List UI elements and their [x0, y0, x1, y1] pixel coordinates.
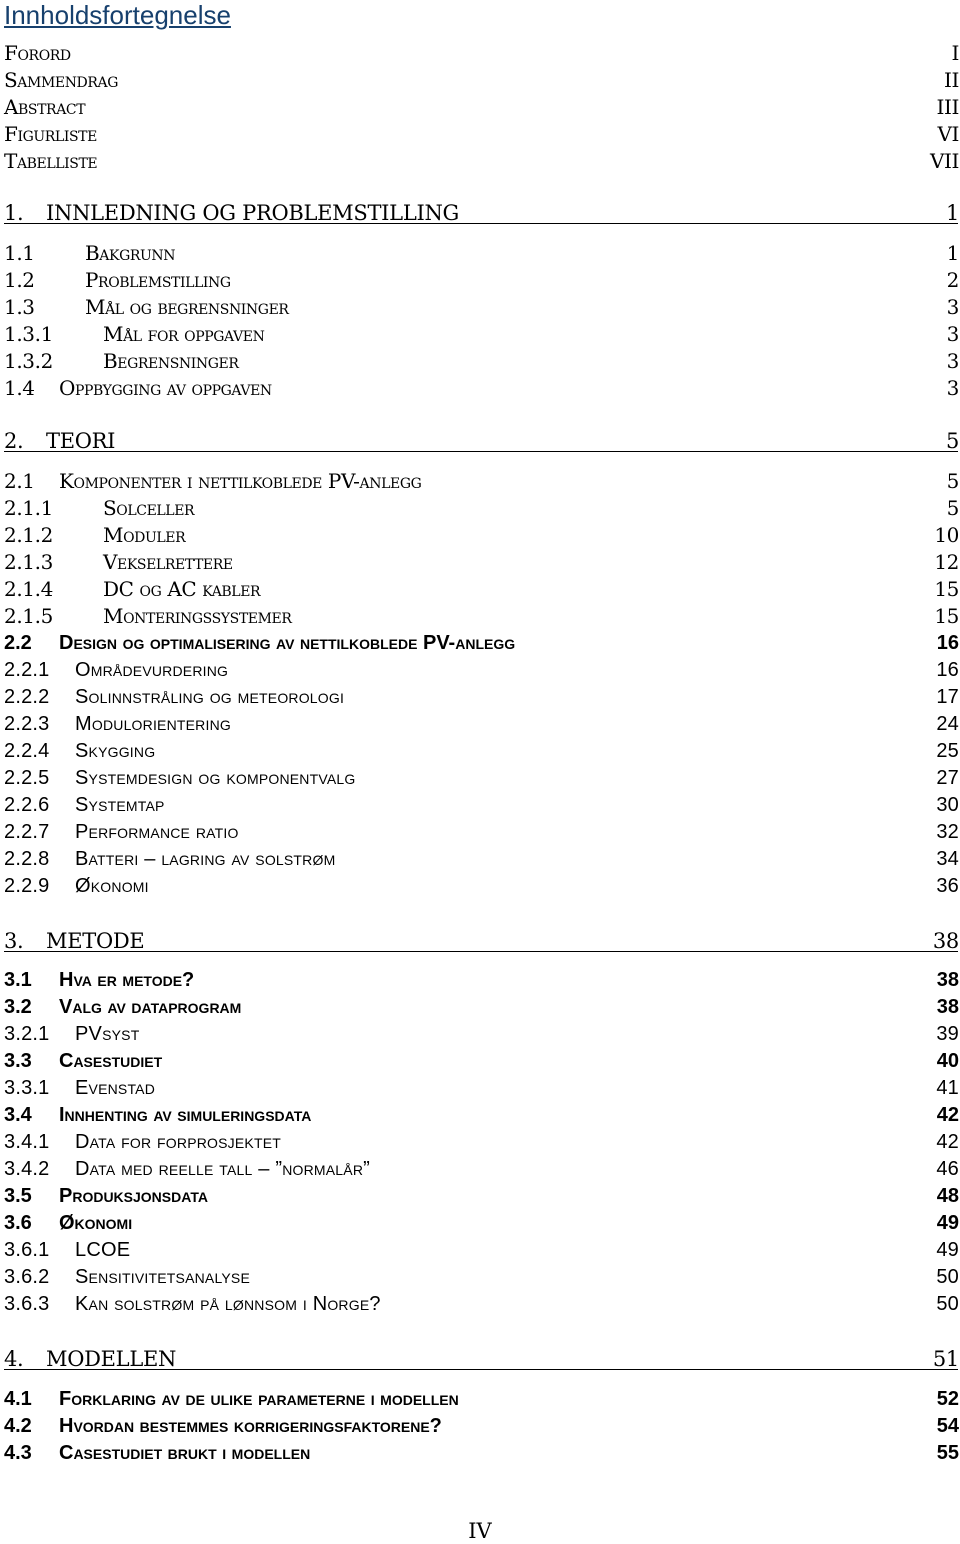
entry-number: 4.3 — [4, 1442, 32, 1464]
entry-number: 3.6.3 — [4, 1293, 50, 1315]
entry-title: Data for forprosjektet — [75, 1131, 282, 1153]
chapter-number: 3. — [4, 929, 24, 953]
entry-title: Skygging — [75, 740, 156, 762]
entry-number: 2.2.4 — [4, 740, 50, 762]
toc-entry[interactable] — [4, 348, 959, 375]
toc-entry[interactable] — [4, 267, 959, 294]
entry-number: 1.2 — [4, 268, 35, 292]
entry-page: 3 — [946, 322, 959, 346]
entry-number: 1.3.2 — [4, 349, 53, 373]
entry-number: 2.1.5 — [4, 604, 53, 628]
entry-page: II — [943, 68, 959, 92]
entry-page: 50 — [936, 1293, 959, 1315]
entry-number: 3.4.1 — [4, 1131, 50, 1153]
entry-page: 3 — [946, 376, 959, 400]
chapter-number: 1. — [4, 201, 24, 225]
entry-page: 12 — [934, 550, 959, 574]
entry-page: 25 — [936, 740, 959, 762]
entry-page: 46 — [936, 1158, 959, 1180]
entry-title: Monteringssystemer — [103, 604, 292, 628]
entry-number: 2.2.8 — [4, 848, 50, 870]
entry-page: 5 — [946, 496, 959, 520]
entry-number: 3.4 — [4, 1104, 32, 1126]
entry-page: I — [951, 41, 959, 65]
entry-number: 3.6 — [4, 1212, 32, 1234]
entry-page: 17 — [936, 686, 959, 708]
entry-page: 36 — [936, 875, 959, 897]
entry-page: 49 — [936, 1239, 959, 1261]
entry-title: Casestudiet brukt i modellen — [59, 1442, 311, 1464]
entry-title: Forord — [4, 41, 71, 65]
entry-page: 3 — [946, 295, 959, 319]
entry-title: Design og optimalisering av nettilkoblede PV-anlegg — [59, 632, 516, 654]
toc-entry[interactable] — [4, 1129, 959, 1156]
entry-title: Evenstad — [75, 1077, 156, 1099]
entry-page: 34 — [936, 848, 959, 870]
entry-number: 3.4.2 — [4, 1158, 50, 1180]
chapter-page: 1 — [945, 201, 959, 225]
entry-number: 3.1 — [4, 969, 32, 991]
entry-page: 27 — [936, 767, 959, 789]
entry-page: 54 — [936, 1415, 959, 1437]
entry-title: Hvordan bestemmes korrigeringsfaktorene? — [59, 1415, 442, 1437]
entry-page: 40 — [936, 1050, 959, 1072]
toc-entry[interactable] — [4, 549, 959, 576]
entry-page: 32 — [936, 821, 959, 843]
chapter-title: INNLEDNING OG PROBLEMSTILLING — [46, 201, 460, 225]
toc-entry[interactable] — [4, 240, 959, 267]
toc-entry[interactable] — [4, 576, 959, 603]
entry-title: Begrensninger — [103, 349, 239, 373]
entry-title: Systemdesign og komponentvalg — [75, 767, 356, 789]
entry-title: Bakgrunn — [85, 241, 176, 265]
entry-number: 3.5 — [4, 1185, 32, 1207]
toc-entry-abstract[interactable] — [4, 94, 959, 121]
toc-entry[interactable] — [4, 765, 959, 792]
entry-title: Mål for oppgaven — [103, 322, 265, 346]
toc-entry[interactable] — [4, 873, 959, 900]
toc-entry[interactable] — [4, 1264, 959, 1291]
toc-entry[interactable] — [4, 657, 959, 684]
entry-title: Modulorientering — [75, 713, 231, 735]
toc-entry[interactable] — [4, 1386, 959, 1413]
entry-number: 3.3.1 — [4, 1077, 50, 1099]
entry-number: 1.3 — [4, 295, 35, 319]
toc-entry[interactable] — [4, 711, 959, 738]
entry-title: PVsyst — [75, 1023, 140, 1045]
chapter-number: 2. — [4, 429, 24, 453]
toc-entry-tabelliste[interactable] — [4, 148, 959, 175]
chapter-rule — [4, 223, 958, 224]
entry-title: Solceller — [103, 496, 195, 520]
entry-page: 38 — [936, 996, 959, 1018]
entry-number: 1.1 — [4, 241, 35, 265]
entry-title: Mål og begrensninger — [85, 295, 289, 319]
toc-entry[interactable] — [4, 1210, 959, 1237]
entry-title: Systemtap — [75, 794, 165, 816]
entry-title: Valg av dataprogram — [59, 996, 242, 1018]
entry-title: Økonomi — [75, 875, 149, 897]
chapter-page: 38 — [932, 929, 959, 953]
entry-title: Vekselrettere — [103, 550, 233, 574]
entry-title: Økonomi — [59, 1212, 133, 1234]
entry-page: 24 — [936, 713, 959, 735]
toc-entry[interactable] — [4, 1291, 959, 1318]
entry-title: Komponenter i nettilkoblede PV-anlegg — [59, 469, 422, 493]
toc-entry[interactable] — [4, 495, 959, 522]
entry-number: 2.2.6 — [4, 794, 50, 816]
entry-number: 1.4 — [4, 376, 35, 400]
entry-title: Abstract — [4, 95, 86, 119]
entry-title: Data med reelle tall – ”normalår” — [75, 1158, 370, 1180]
entry-title: Kan solstrøm på lønnsom i Norge? — [75, 1293, 381, 1315]
entry-title: Casestudiet — [59, 1050, 163, 1072]
entry-page: 48 — [936, 1185, 959, 1207]
toc-heading: Innholdsfortegnelse — [4, 0, 231, 30]
entry-page: 3 — [946, 349, 959, 373]
entry-page: VI — [937, 122, 959, 146]
toc-entry[interactable] — [4, 1156, 959, 1183]
chapter-page: 5 — [945, 429, 959, 453]
entry-page: 16 — [936, 659, 959, 681]
toc-entry[interactable] — [4, 1440, 959, 1467]
entry-number: 3.2.1 — [4, 1023, 50, 1045]
entry-page: 52 — [936, 1388, 959, 1410]
entry-page: 15 — [934, 577, 959, 601]
page-number-footer: IV — [468, 1519, 492, 1543]
entry-number: 2.2.3 — [4, 713, 50, 735]
entry-page: 49 — [936, 1212, 959, 1234]
chapter-title: METODE — [46, 929, 145, 953]
toc-entry[interactable] — [4, 1413, 959, 1440]
entry-number: 2.2.5 — [4, 767, 50, 789]
entry-number: 2.2.7 — [4, 821, 50, 843]
toc-entry[interactable] — [4, 522, 959, 549]
toc-entry-sammendrag[interactable] — [4, 67, 959, 94]
entry-title: Figurliste — [4, 122, 97, 146]
entry-page: 42 — [936, 1131, 959, 1153]
entry-number: 2.1.2 — [4, 523, 53, 547]
toc-entry[interactable] — [4, 603, 959, 630]
entry-title: LCOE — [75, 1239, 131, 1261]
entry-page: 55 — [936, 1442, 959, 1464]
entry-page: 1 — [946, 241, 959, 265]
chapter-rule — [4, 1369, 958, 1370]
entry-page: 2 — [946, 268, 959, 292]
chapter-rule — [4, 451, 958, 452]
toc-entry[interactable] — [4, 994, 959, 1021]
entry-title: Tabelliste — [4, 149, 98, 173]
chapter-rule — [4, 951, 958, 952]
entry-number: 3.2 — [4, 996, 32, 1018]
entry-page: 38 — [936, 969, 959, 991]
entry-title: Produksjonsdata — [59, 1185, 208, 1207]
toc-entry[interactable] — [4, 684, 959, 711]
toc-entry-figurliste[interactable] — [4, 121, 959, 148]
entry-title: Performance ratio — [75, 821, 239, 843]
entry-title: Moduler — [103, 523, 186, 547]
toc-entry[interactable] — [4, 630, 959, 657]
entry-number: 2.1.4 — [4, 577, 53, 601]
toc-entry[interactable] — [4, 1075, 959, 1102]
entry-page: 42 — [936, 1104, 959, 1126]
chapter-title: MODELLEN — [46, 1347, 177, 1371]
toc-entry[interactable] — [4, 1183, 959, 1210]
entry-number: 3.3 — [4, 1050, 32, 1072]
toc-entry[interactable] — [4, 819, 959, 846]
toc-entry[interactable] — [4, 967, 959, 994]
entry-page: VII — [929, 149, 959, 173]
toc-entry[interactable] — [4, 321, 959, 348]
entry-number: 4.1 — [4, 1388, 32, 1410]
toc-entry[interactable] — [4, 1021, 959, 1048]
entry-number: 2.2.1 — [4, 659, 50, 681]
entry-number: 2.2.2 — [4, 686, 50, 708]
entry-page: 10 — [934, 523, 959, 547]
toc-entry[interactable] — [4, 1048, 959, 1075]
entry-number: 2.1 — [4, 469, 35, 493]
toc-entry[interactable] — [4, 738, 959, 765]
toc-entry[interactable] — [4, 846, 959, 873]
toc-entry-forord[interactable] — [4, 40, 959, 67]
toc-entry[interactable] — [4, 468, 959, 495]
entry-number: 2.1.1 — [4, 496, 53, 520]
entry-number: 2.2.9 — [4, 875, 50, 897]
entry-title: Områdevurdering — [75, 659, 229, 681]
toc-entry[interactable] — [4, 294, 959, 321]
entry-page: 39 — [936, 1023, 959, 1045]
entry-number: 4.2 — [4, 1415, 32, 1437]
entry-title: Sammendrag — [4, 68, 119, 92]
entry-title: Sensitivitetsanalyse — [75, 1266, 251, 1288]
chapter-page: 51 — [932, 1347, 959, 1371]
entry-number: 3.6.2 — [4, 1266, 50, 1288]
chapter-number: 4. — [4, 1347, 24, 1371]
toc-entry[interactable] — [4, 375, 959, 402]
entry-number: 1.3.1 — [4, 322, 53, 346]
entry-title: Problemstilling — [85, 268, 231, 292]
entry-page: 41 — [936, 1077, 959, 1099]
entry-number: 3.6.1 — [4, 1239, 50, 1261]
entry-page: 50 — [936, 1266, 959, 1288]
entry-title: Solinnstråling og meteorologi — [75, 686, 345, 708]
toc-entry[interactable] — [4, 792, 959, 819]
chapter-title: TEORI — [46, 429, 116, 453]
toc-entry[interactable] — [4, 1237, 959, 1264]
entry-page: 5 — [946, 469, 959, 493]
toc-entry[interactable] — [4, 1102, 959, 1129]
entry-title: Hva er metode? — [59, 969, 195, 991]
entry-page: III — [936, 95, 959, 119]
entry-title: Innhenting av simuleringsdata — [59, 1104, 312, 1126]
entry-number: 2.2 — [4, 632, 32, 654]
entry-page: 15 — [934, 604, 959, 628]
entry-page: 16 — [936, 632, 959, 654]
entry-title: DC og AC kabler — [103, 577, 261, 601]
entry-number: 2.1.3 — [4, 550, 53, 574]
entry-title: Forklaring av de ulike parameterne i modellen — [59, 1388, 459, 1410]
entry-title: Batteri – lagring av solstrøm — [75, 848, 336, 870]
entry-title: Oppbygging av oppgaven — [59, 376, 272, 400]
entry-page: 30 — [936, 794, 959, 816]
